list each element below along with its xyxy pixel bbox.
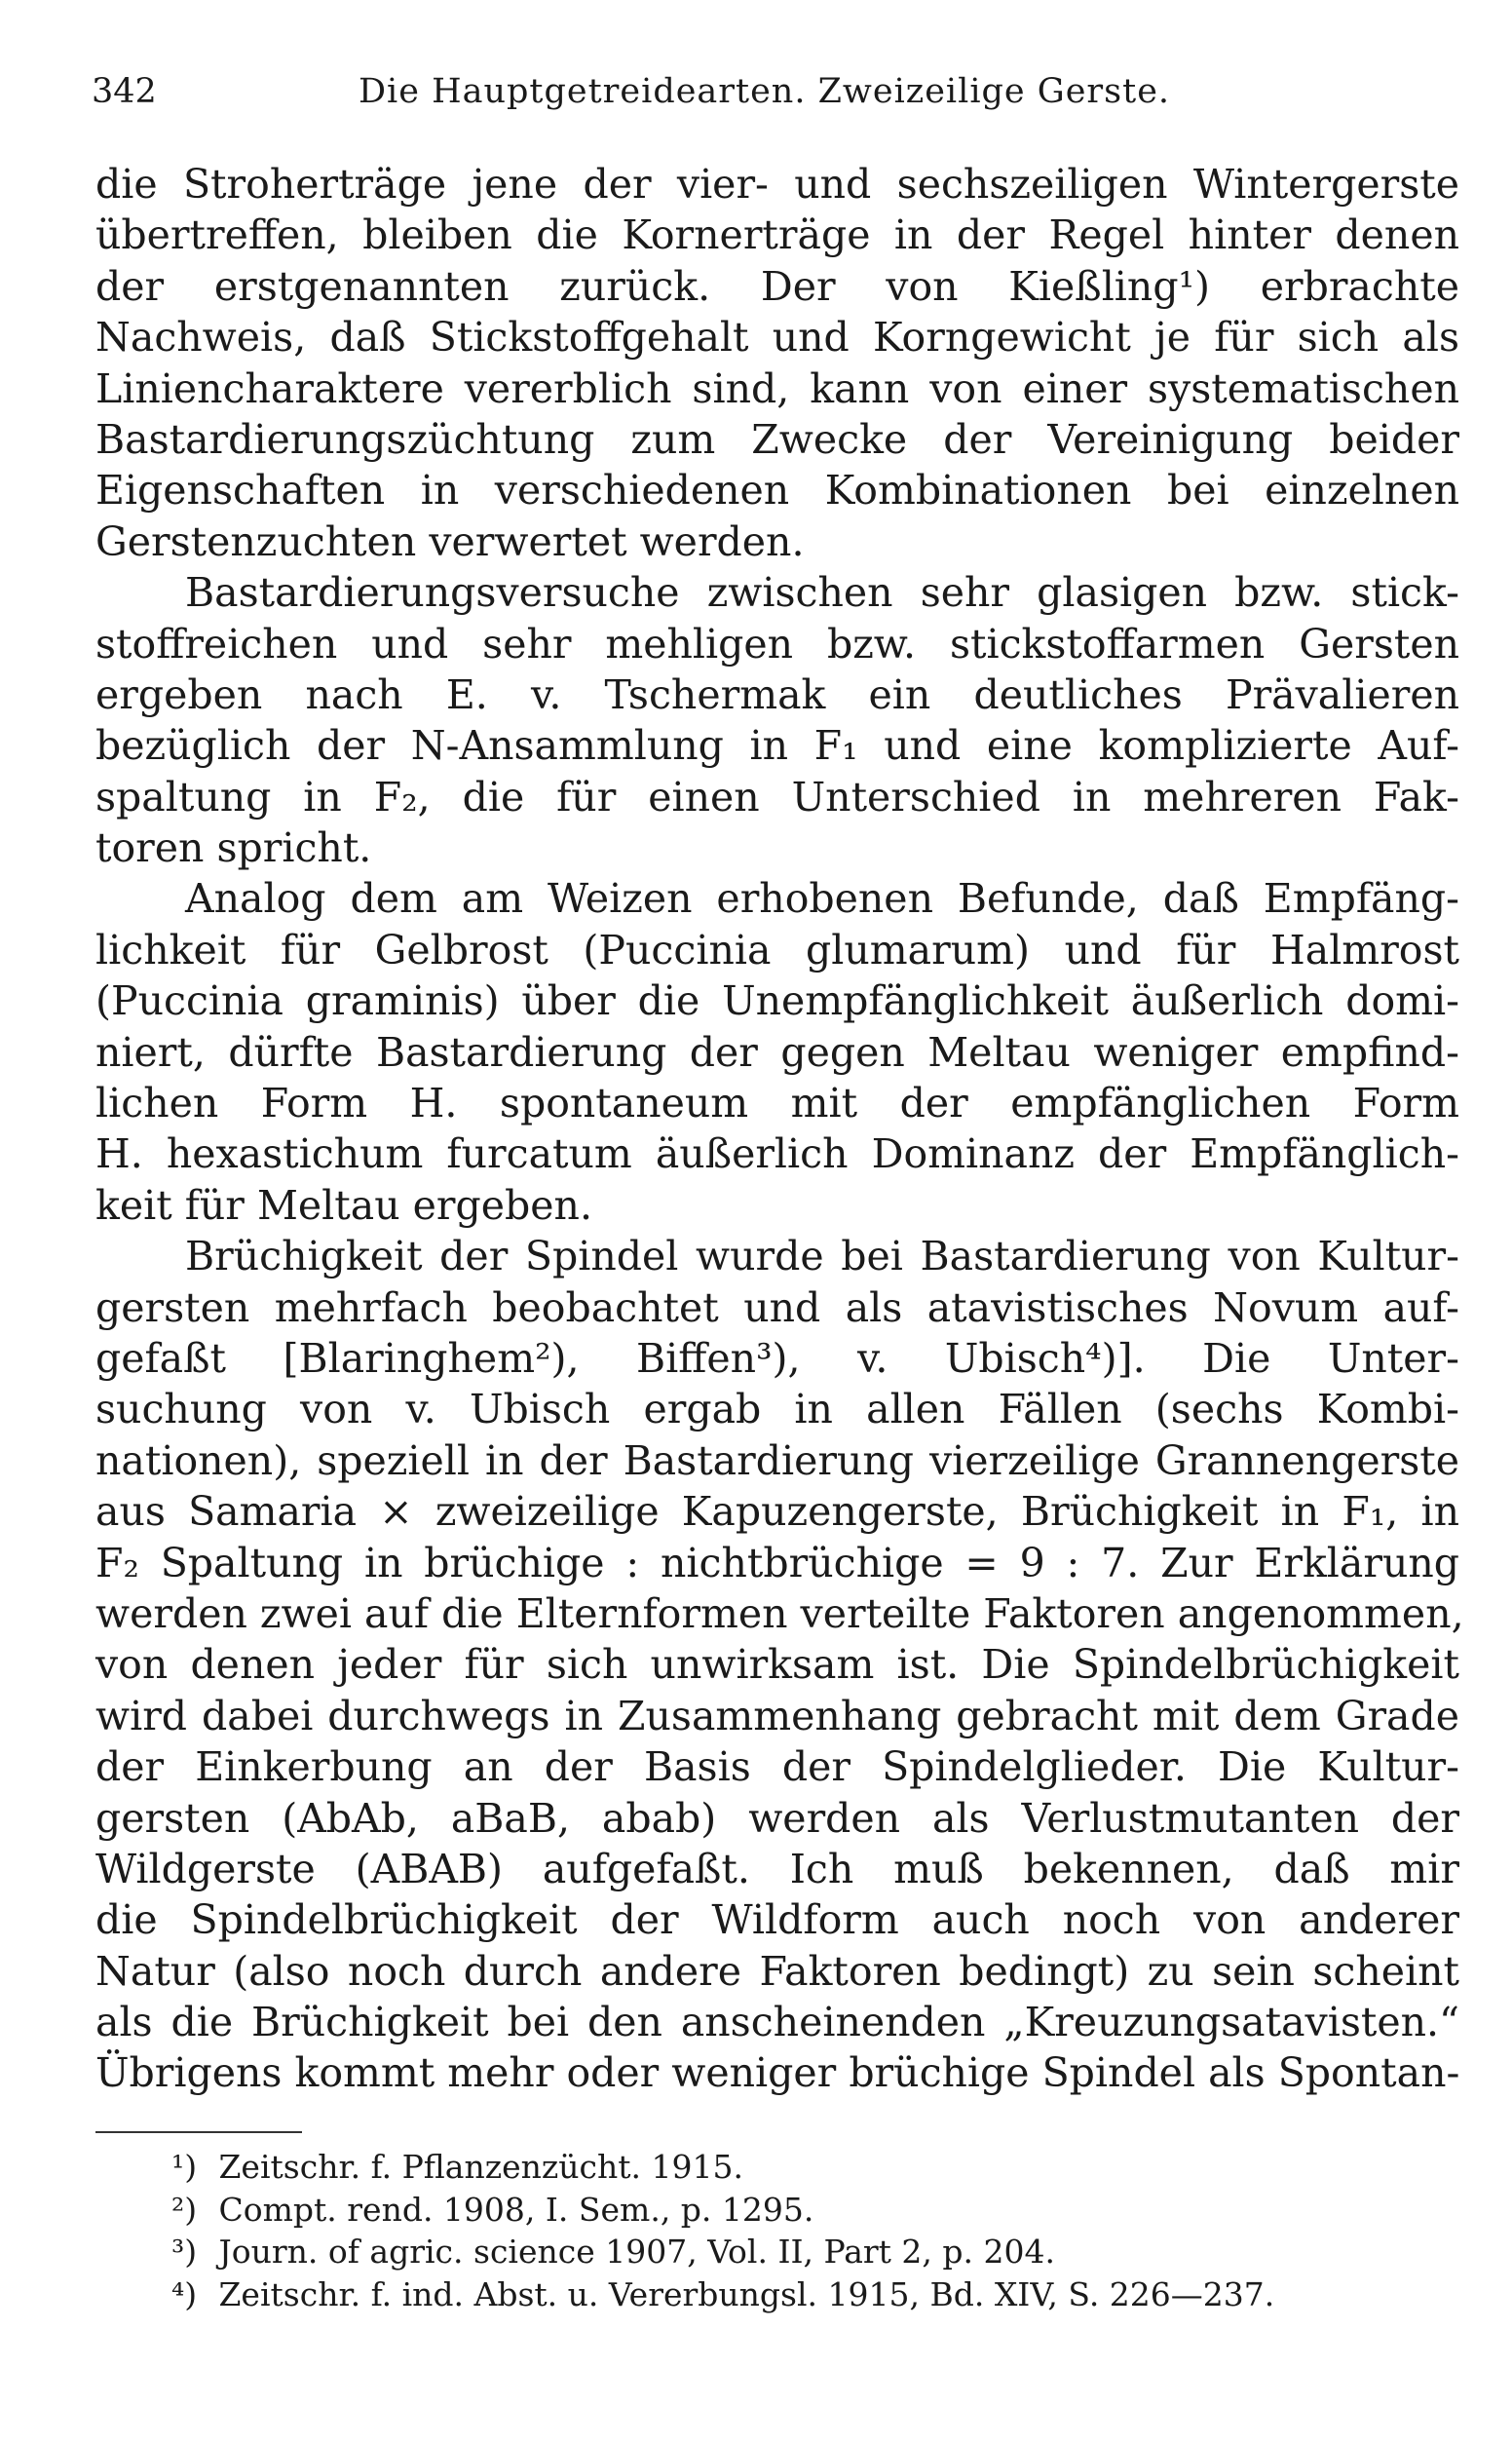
footnote	[171, 2231, 1467, 2273]
text-line: keit für Meltau ergeben.	[95, 1181, 592, 1229]
footnote-mark: ¹)	[171, 2148, 198, 2186]
footnote-text: Zeitschr. f. ind. Abst. u. Vererbungsl. 1915, Bd. XIV, S. 226—237.	[218, 2274, 1275, 2313]
text-line: der erstgenannten zurück. Der von Kießling¹) erbrachte	[95, 262, 1459, 310]
text-line: ergeben nach E. v. Tschermak ein deutliches Prävalieren	[95, 670, 1459, 718]
text-line: der Einkerbung an der Basis der Spindelglieder. Die Kultur-	[95, 1743, 1459, 1791]
text-line: lichen Form H. spontaneum mit der empfänglichen Form	[95, 1080, 1459, 1127]
text-line: nationen), speziell in der Bastardierung vierzeilige Grannengerste	[95, 1436, 1459, 1484]
text-line: (Puccinia graminis) über die Unempfänglichkeit äußerlich domi-	[95, 977, 1459, 1025]
text-line: übertreffen, bleiben die Kornerträge in der Regel hinter denen	[95, 211, 1459, 259]
text-line: Wildgerste (ABAB) aufgefaßt. Ich muß bekennen, daß mir	[95, 1845, 1459, 1892]
text-line: spaltung in F₂, die für einen Unterschied in mehreren Fak-	[95, 773, 1459, 821]
footnotes	[171, 2146, 1467, 2315]
footnote	[171, 2273, 1467, 2316]
text-line: die Spindelbrüchigkeit der Wildform auch noch von anderer	[95, 1896, 1459, 1944]
footnote-mark: ⁴)	[171, 2274, 198, 2313]
text-line: niert, dürfte Bastardierung der gegen Meltau weniger empfind-	[95, 1028, 1459, 1076]
footnote-text: Compt. rend. 1908, I. Sem., p. 1295.	[218, 2190, 814, 2229]
text-line: die Stroherträge jene der vier- und sechszeiligen Wintergerste	[95, 161, 1459, 208]
footnote	[171, 2189, 1467, 2232]
text-line: Bastardierungszüchtung zum Zwecke der Vereinigung beider	[95, 415, 1459, 463]
text-line: Analog dem am Weizen erhobenen Befunde, daß Empfäng-	[185, 875, 1459, 923]
footnote-mark: ³)	[171, 2233, 198, 2271]
footnote-text: Zeitschr. f. Pflanzenzücht. 1915.	[218, 2148, 743, 2186]
text-line: gersten mehrfach beobachtet und als atavistisches Novum auf-	[95, 1283, 1459, 1331]
paragraph	[95, 873, 1459, 1231]
text-line: gersten (AbAb, aBaB, abab) werden als Verlustmutanten der	[95, 1794, 1459, 1842]
text-line: werden zwei auf die Elternformen verteilte Faktoren angenommen,	[95, 1589, 1464, 1637]
text-line: stoffreichen und sehr mehligen bzw. stickstoffarmen Gersten	[95, 620, 1459, 668]
text-line: aus Samaria × zweizeilige Kapuzengerste, Brüchigkeit in F₁, in	[95, 1488, 1459, 1536]
body-text	[95, 159, 1464, 2099]
page-number: 342	[92, 72, 157, 111]
running-header	[92, 66, 1459, 117]
paragraph	[95, 159, 1459, 567]
text-line: Gerstenzuchten verwertet werden.	[95, 517, 805, 565]
footnote-mark: ²)	[171, 2190, 198, 2229]
text-line: lichkeit für Gelbrost (Puccinia glumarum) und für Halmrost	[95, 926, 1459, 974]
text-line: gefaßt [Blaringhem²), Biffen³), v. Ubisch⁴)]. Die Unter-	[95, 1334, 1459, 1382]
text-line: Liniencharaktere vererblich sind, kann von einer systematischen	[95, 364, 1459, 412]
running-title: Die Hauptgetreidearten. Zweizeilige Gerste.	[359, 72, 1171, 111]
footnote	[171, 2146, 1467, 2189]
text-line: bezüglich der N-Ansammlung in F₁ und eine komplizierte Auf-	[95, 722, 1459, 770]
text-line: suchung von v. Ubisch ergab in allen Fällen (sechs Kombi-	[95, 1386, 1459, 1433]
text-line: Bastardierungsversuche zwischen sehr glasigen bzw. stick-	[185, 569, 1459, 617]
text-line: wird dabei durchwegs in Zusammenhang gebracht mit dem Grade	[95, 1692, 1459, 1739]
text-line: Eigenschaften in verschiedenen Kombinationen bei einzelnen	[95, 467, 1459, 515]
text-line: Nachweis, daß Stickstoffgehalt und Korngewicht je für sich als	[95, 314, 1459, 362]
footnote-rule	[95, 2131, 302, 2133]
text-line: Brüchigkeit der Spindel wurde bei Bastardierung von Kultur-	[185, 1233, 1459, 1280]
text-line: H. hexastichum furcatum äußerlich Dominanz der Empfänglich-	[95, 1130, 1459, 1178]
text-line: von denen jeder für sich unwirksam ist. Die Spindelbrüchigkeit	[95, 1641, 1459, 1689]
paragraph	[95, 1231, 1464, 2099]
footnote-text: Journ. of agric. science 1907, Vol. II, Part 2, p. 204.	[218, 2233, 1055, 2271]
paragraph	[95, 567, 1459, 873]
text-line: toren spricht.	[95, 824, 372, 872]
text-line: als die Brüchigkeit bei den anscheinenden „Kreuzungsatavisten.“	[95, 1999, 1459, 2046]
text-line: Natur (also noch durch andere Faktoren bedingt) zu sein scheint	[95, 1947, 1459, 1995]
text-line: Übrigens kommt mehr oder weniger brüchige Spindel als Spontan-	[95, 2049, 1460, 2097]
text-line: F₂ Spaltung in brüchige : nichtbrüchige = 9 : 7. Zur Erklärung	[95, 1539, 1459, 1586]
